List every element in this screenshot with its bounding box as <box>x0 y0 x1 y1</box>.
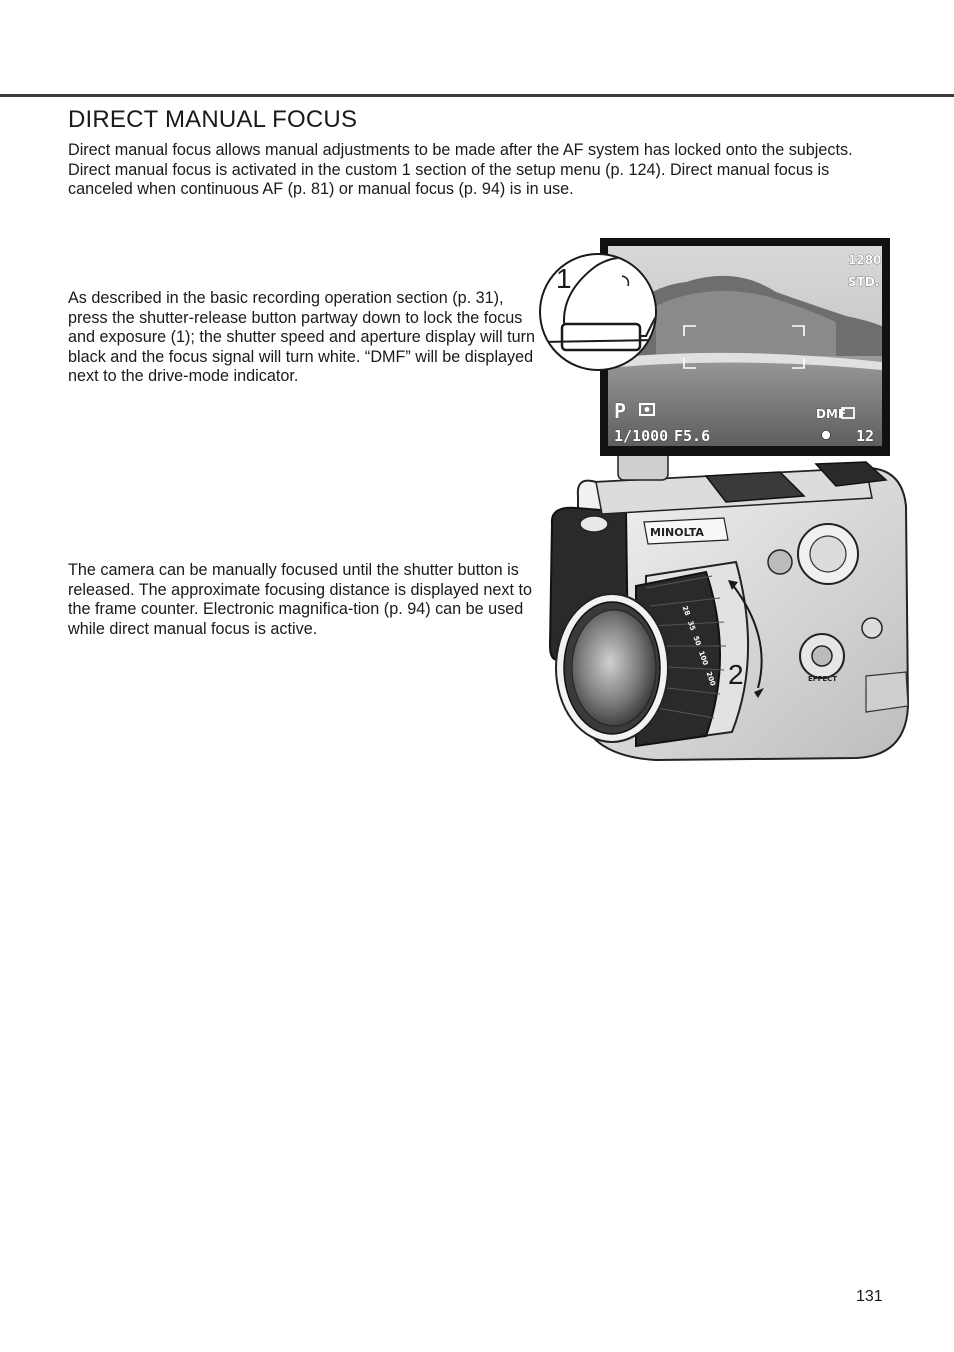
step1-paragraph: As described in the basic recording operation section (p. 31), press the shutter-release button partway down to lock the focus and exposure (1); the shutter speed and aperture display will turn black and the focus signal will turn white. “DMF” will be displayed next to the drive-mode indicator. <box>68 289 536 385</box>
focus-signal-icon <box>822 431 831 440</box>
callout-2: 2 <box>728 659 744 690</box>
lcd-aperture: F5.6 <box>674 427 711 445</box>
lcd-dmf-label: DMF <box>816 407 847 421</box>
camera-illustration <box>536 236 916 766</box>
finger-callout <box>540 254 657 370</box>
lens-mark-35: 35 <box>685 619 697 632</box>
lens-mark-28: 28 <box>680 604 692 617</box>
header-rule <box>0 94 954 97</box>
callout-1: 1 <box>556 263 572 294</box>
step2-paragraph: The camera can be manually focused until the shutter button is released. The approximate focusing distance is displayed next to the frame counter. Electronic magnifica-tion (p. 94) can be used while direct manual focus is active. <box>68 561 533 638</box>
intro-paragraph: Direct manual focus allows manual adjustments to be made after the AF system has locked onto the subjects. Direct manual focus is activated in the custom 1 section of the setup menu (p. 124). Direct manual focus is canceled when continuous AF (p. 81) or manual focus (p. 94) is in use. <box>68 141 853 198</box>
brand-label: MINOLTA <box>650 526 704 539</box>
page-title: DIRECT MANUAL FOCUS <box>68 106 358 133</box>
camera-illustration-svg <box>536 236 916 766</box>
lcd-exposure-mode: P <box>614 399 627 423</box>
lcd-image-size: 1280 <box>848 253 882 267</box>
lcd-frame-count: 12 <box>856 427 875 445</box>
effect-dial-label: EFFECT <box>808 675 838 683</box>
lcd-shutter-speed: 1/1000 <box>614 427 669 445</box>
lens-mark-50: 50 <box>691 634 703 647</box>
lens-mark-200: 200 <box>704 670 717 688</box>
lens-mark-100: 100 <box>696 649 710 667</box>
lcd-quality: STD. <box>848 275 880 289</box>
page-number: 131 <box>856 1288 883 1305</box>
